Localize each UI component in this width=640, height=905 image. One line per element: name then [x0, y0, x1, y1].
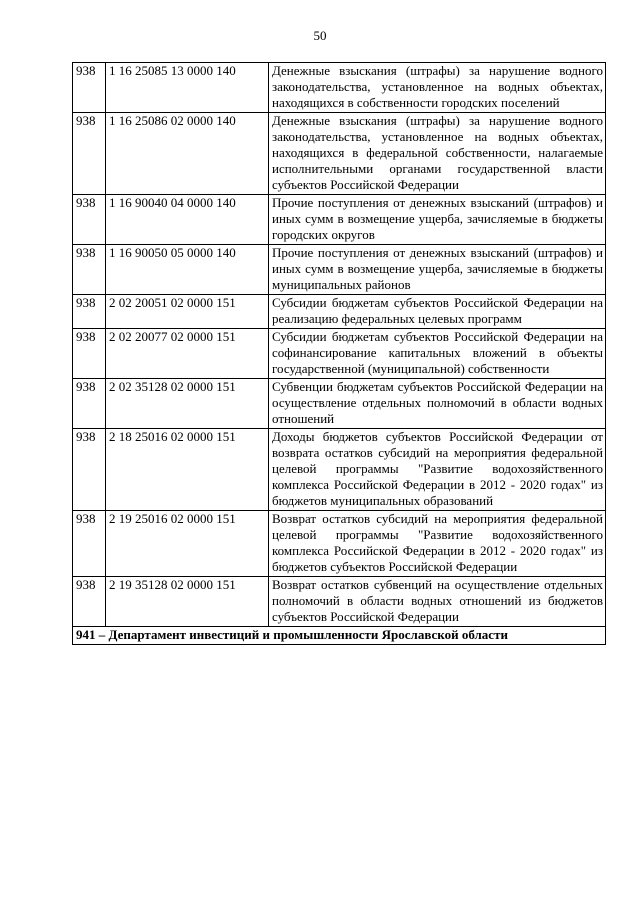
revenue-name-cell: Денежные взыскания (штрафы) за нарушение водного законодательства, установленное на водных объектах, находящихся в собственности городских поселений [269, 63, 606, 113]
table-row [73, 63, 606, 113]
budget-code-cell: 2 02 35128 02 0000 151 [106, 379, 269, 429]
admin-code-cell: 938 [73, 195, 106, 245]
revenue-name-cell: Субсидии бюджетам субъектов Российской Федерации на реализацию федеральных целевых программ [269, 295, 606, 329]
admin-code-cell: 938 [73, 577, 106, 627]
revenue-name-cell: Возврат остатков субсидий на мероприятия федеральной целевой программы "Развитие водохозяйственного комплекса Российской Федерации в 2012 - 2020 годах" из бюджетов субъектов Российской Федерации [269, 511, 606, 577]
admin-code-cell: 938 [73, 511, 106, 577]
section-header-row [73, 627, 606, 645]
admin-code-cell: 938 [73, 379, 106, 429]
table-row [73, 295, 606, 329]
admin-code-cell: 938 [73, 113, 106, 195]
revenue-name-cell: Субсидии бюджетам субъектов Российской Федерации на софинансирование капитальных вложений в объекты государственной (муниципальной) собственности [269, 329, 606, 379]
revenue-classification-table [72, 62, 606, 645]
table-row [73, 379, 606, 429]
revenue-name-cell: Денежные взыскания (штрафы) за нарушение водного законодательства, установленное на водных объектах, находящихся в федеральной собственности, налагаемые исполнительными органами государственной власти субъектов Российской Федерации [269, 113, 606, 195]
table-row [73, 577, 606, 627]
revenue-name-cell: Прочие поступления от денежных взысканий (штрафов) и иных сумм в возмещение ущерба, зачисляемые в бюджеты муниципальных районов [269, 245, 606, 295]
admin-code-cell: 938 [73, 429, 106, 511]
budget-code-cell: 1 16 90040 04 0000 140 [106, 195, 269, 245]
table-row [73, 113, 606, 195]
table-row [73, 429, 606, 511]
budget-code-cell: 2 19 25016 02 0000 151 [106, 511, 269, 577]
admin-code-cell: 938 [73, 63, 106, 113]
budget-code-cell: 2 02 20077 02 0000 151 [106, 329, 269, 379]
section-title: 941 – Департамент инвестиций и промышленности Ярославской области [73, 627, 606, 645]
budget-code-cell: 2 02 20051 02 0000 151 [106, 295, 269, 329]
table-row [73, 195, 606, 245]
revenue-name-cell: Возврат остатков субвенций на осуществление отдельных полномочий в области водных отношений из бюджетов субъектов Российской Федерации [269, 577, 606, 627]
table-row [73, 511, 606, 577]
revenue-name-cell: Доходы бюджетов субъектов Российской Федерации от возврата остатков субсидий на мероприятия федеральной целевой программы "Развитие водохозяйственного комплекса Российской Федерации в 2012 - 2020 годах" из бюджетов муниципальных образований [269, 429, 606, 511]
budget-code-cell: 2 19 35128 02 0000 151 [106, 577, 269, 627]
revenue-name-cell: Прочие поступления от денежных взысканий (штрафов) и иных сумм в возмещение ущерба, зачисляемые в бюджеты городских округов [269, 195, 606, 245]
budget-code-cell: 1 16 25085 13 0000 140 [106, 63, 269, 113]
table-row [73, 245, 606, 295]
admin-code-cell: 938 [73, 329, 106, 379]
budget-code-cell: 1 16 25086 02 0000 140 [106, 113, 269, 195]
admin-code-cell: 938 [73, 295, 106, 329]
table-row [73, 329, 606, 379]
budget-code-cell: 1 16 90050 05 0000 140 [106, 245, 269, 295]
budget-code-cell: 2 18 25016 02 0000 151 [106, 429, 269, 511]
revenue-name-cell: Субвенции бюджетам субъектов Российской Федерации на осуществление отдельных полномочий в области водных отношений [269, 379, 606, 429]
admin-code-cell: 938 [73, 245, 106, 295]
page-number: 50 [313, 28, 327, 43]
